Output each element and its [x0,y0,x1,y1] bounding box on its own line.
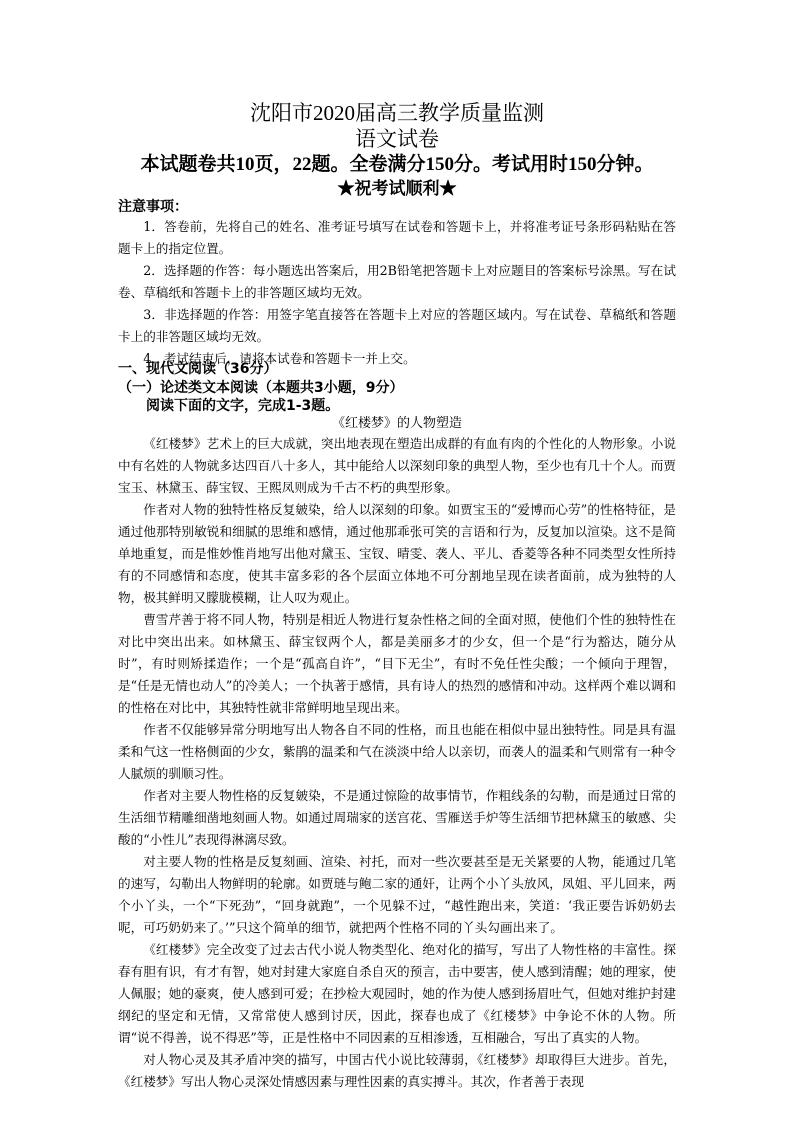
subsection-title: （一）论述类文本阅读（本题共3小题，9分） [118,380,404,396]
article-paragraph: 《红楼梦》完全改变了过去古代小说人物类型化、绝对化的描写，写出了人物性格的丰富性。探春有胆有识，有才有智，她对封建大家庭自杀自灭的预言，击中要害，使人感到清醒；她的理家，使人佩服；她的豪爽，使人感到可爱；在抄检大观园时，她的作为使人感到扬眉吐气，但她对维护封建纲纪的坚定和无情，又常常使人感到讨厌，因此，探春也成了《红楼梦》中争论不休的人物。所谓“说不得善，说不得恶”等，正是性格中不同因素的互相渗透，互相融合，写出了真实的人物。 [118,942,676,1045]
article-paragraph: 作者不仅能够异常分明地写出人物各自不同的性格，而且也能在相似中显出独特性。同是具有温柔和气这一性格侧面的少女，紫鹃的温柔和气在淡淡中给人以亲切，而袭人的温柔和气则常有一种令人腻烦的驯顺习性。 [118,722,676,781]
note-item: 1．答卷前，先将自己的姓名、准考证号填写在试卷和答题卡上，并将准考证号条形码粘贴在答题卡上的指定位置。 [118,219,676,256]
section-instruction: 阅读下面的文字，完成1-3题。 [146,398,340,414]
exam-wish: ★祝考试顺利★ [337,179,457,198]
article-body [118,433,676,1093]
article-title: 《红楼梦》的人物塑造 [331,416,462,431]
article-paragraph: 《红楼梦》艺术上的巨大成就，突出地表现在塑造出成群的有血有肉的个性化的人物形象。小说中有名姓的人物就多达四百八十多人，其中能给人以深刻印象的典型人物，至少也有几十个人。而贾宝玉、林黛玉、薛宝钗、王熙凤则成为千古不朽的典型形象。 [118,436,676,495]
article-paragraph: 对主要人物的性格是反复刻画、渲染、衬托，而对一些次要甚至是无关紧要的人物，能通过几笔的速写，勾勒出人物鲜明的轮廓。如贾琏与鲍二家的通奸，让两个小丫头放风，凤姐、平儿回来，两个小丫头，一个“下死劲”，“回身就跑”，一个见躲不过，“越性跑出来，笑道：‘我正要告诉奶奶去呢，可巧奶奶来了。’”只这个简单的细节，就把两个性格不同的丫头勾画出来了。 [118,854,676,935]
exam-info: 本试题卷共10页，22题。全卷满分150分。考试用时150分钟。 [140,154,654,175]
notes-list [118,216,676,370]
note-item: 3．非选择题的作答：用签字笔直接答在答题卡上对应的答题区域内。写在试卷、草稿纸和答题卡上的非答题区域均无效。 [118,307,676,344]
article-paragraph: 作者对主要人物性格的反复皴染，不是通过惊险的故事情节，作粗线条的勾勒，而是通过日常的生活细节精雕细凿地刻画人物。如通过周瑞家的送宫花、雪雁送手炉等生活细节把林黛玉的敏感、尖酸的“小性儿”表现得淋漓尽致。 [118,788,676,847]
article-paragraph: 对人物心灵及其矛盾冲突的描写，中国古代小说比较薄弱，《红楼梦》却取得巨大进步。首先，《红楼梦》写出人物心灵深处情感因素与理性因素的真实搏斗。其次，作者善于表现 [118,1052,676,1089]
article-paragraph: 曹雪芹善于将不同人物，特别是相近人物进行复杂性格之间的全面对照，使他们个性的独特性在对比中突出出来。如林黛玉、薛宝钗两个人，都是美丽多才的少女，但一个是“行为豁达，随分从时”，有时则矫揉造作；一个是“孤高自许”，“目下无尘”，有时不免任性尖酸；一个倾向于理智，是“任是无情也动人”的冷美人；一个执著于感情，具有诗人的热烈的感情和冲动。这样两个难以调和的性格在对比中，其独特性就非常鲜明地呈现出来。 [118,612,676,715]
note-item: 2．选择题的作答：每小题选出答案后，用2B铅笔把答题卡上对应题目的答案标号涂黑。写在试卷、草稿纸和答题卡上的非答题区域均无效。 [118,263,676,300]
notes-heading: 注意事项： [118,199,188,215]
note-item: 4．考试结束后，请将本试卷和答题卡一并上交。 [143,351,416,366]
article-paragraph: 作者对人物的独特性格反复皴染，给人以深刻的印象。如贾宝玉的“爱博而心劳”的性格特征，是通过他那特别敏锐和细腻的思维和感情，通过他那乖张可笑的言语和行为，反复加以渲染。这不是简单地重复，而是惟妙惟肖地写出他对黛玉、宝钗、晴雯、袭人、平儿、香菱等各种不同类型女性所持有的不同感情和态度，使其丰富多彩的各个层面立体地不可分割地呈现在读者面前，成为独特的人物，极其鲜明又朦胧模糊，让人叹为观止。 [118,502,676,605]
exam-title: 沈阳市2020届高三教学质量监测 [250,101,544,125]
exam-subtitle: 语文试卷 [355,127,439,151]
section-title: 一、现代文阅读（36分） [118,361,278,377]
